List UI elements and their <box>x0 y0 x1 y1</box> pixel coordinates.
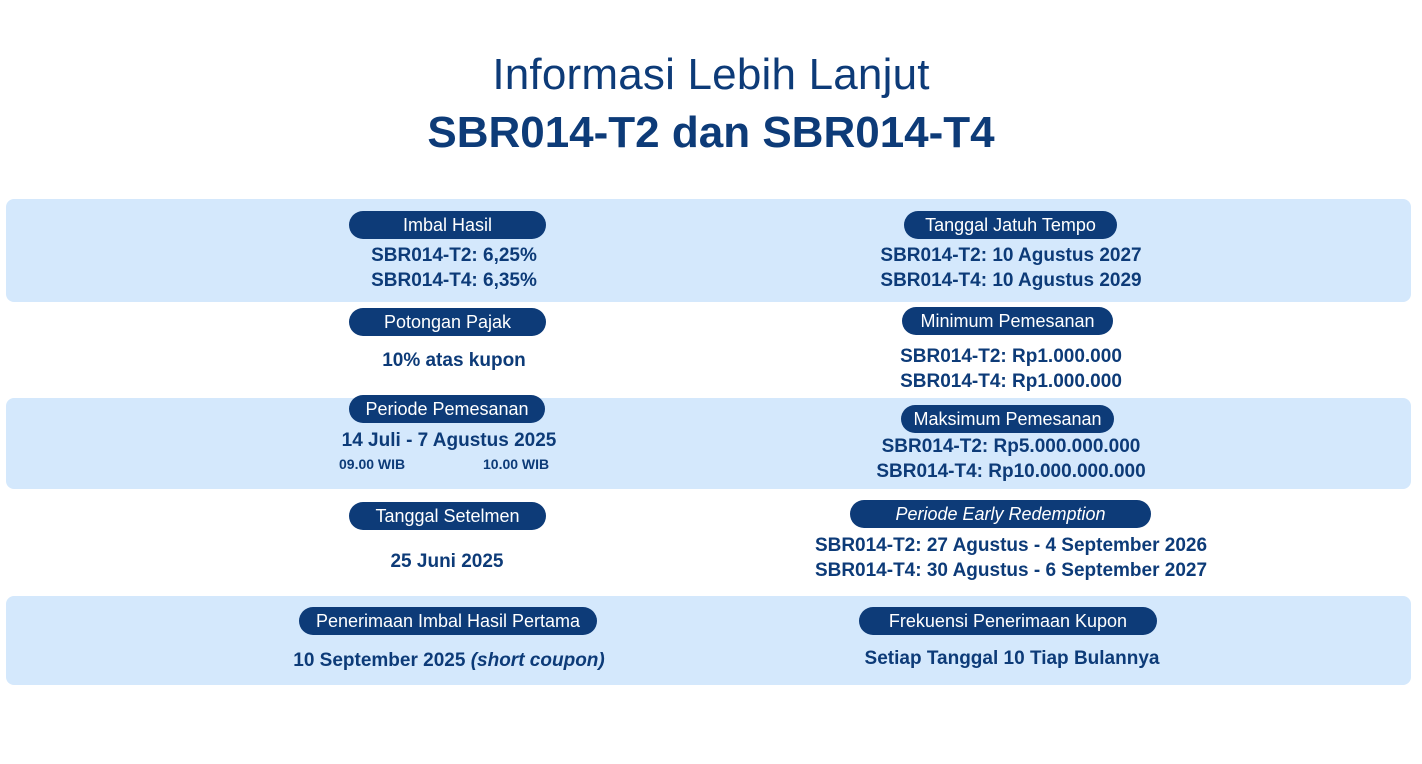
early-redemption-t2: SBR014-T2: 27 Agustus - 4 September 2026 <box>814 535 1208 556</box>
row-band-1 <box>6 199 1411 302</box>
early-redemption-label: Periode Early Redemption <box>850 500 1151 528</box>
page-title: Informasi Lebih Lanjut <box>492 50 930 99</box>
jatuh-tempo-label: Tanggal Jatuh Tempo <box>904 211 1117 239</box>
periode-pemesanan-label: Periode Pemesanan <box>349 395 545 423</box>
row-band-3 <box>6 398 1411 489</box>
periode-pemesanan-value: 14 Juli - 7 Agustus 2025 <box>341 430 557 451</box>
maksimum-pemesanan-t4: SBR014-T4: Rp10.000.000.000 <box>876 461 1146 482</box>
row-band-5 <box>6 596 1411 685</box>
imbal-hasil-pertama-note: (short coupon) <box>470 650 605 671</box>
early-redemption-t4: SBR014-T4: 30 Agustus - 6 September 2027 <box>814 560 1208 581</box>
maksimum-pemesanan-label: Maksimum Pemesanan <box>901 405 1114 433</box>
imbal-hasil-t4: SBR014-T4: 6,35% <box>371 270 537 291</box>
periode-pemesanan-end-time: 10.00 WIB <box>483 456 550 472</box>
tanggal-setelmen-value: 25 Juni 2025 <box>390 551 504 572</box>
minimum-pemesanan-t2: SBR014-T2: Rp1.000.000 <box>900 346 1122 367</box>
frekuensi-kupon-value: Setiap Tanggal 10 Tiap Bulannya <box>864 648 1160 669</box>
imbal-hasil-pertama-date: 10 September 2025 <box>293 650 466 671</box>
potongan-pajak-label: Potongan Pajak <box>349 308 546 336</box>
potongan-pajak-value: 10% atas kupon <box>382 350 526 371</box>
minimum-pemesanan-t4: SBR014-T4: Rp1.000.000 <box>900 371 1122 392</box>
imbal-hasil-pertama-value-row <box>244 648 654 673</box>
jatuh-tempo-t2: SBR014-T2: 10 Agustus 2027 <box>880 245 1142 266</box>
periode-pemesanan-start-time: 09.00 WIB <box>339 456 406 472</box>
imbal-hasil-label: Imbal Hasil <box>349 211 546 239</box>
tanggal-setelmen-label: Tanggal Setelmen <box>349 502 546 530</box>
imbal-hasil-t2: SBR014-T2: 6,25% <box>371 245 537 266</box>
jatuh-tempo-t4: SBR014-T4: 10 Agustus 2029 <box>880 270 1142 291</box>
imbal-hasil-pertama-label: Penerimaan Imbal Hasil Pertama <box>299 607 597 635</box>
frekuensi-kupon-label: Frekuensi Penerimaan Kupon <box>859 607 1157 635</box>
minimum-pemesanan-label: Minimum Pemesanan <box>902 307 1113 335</box>
maksimum-pemesanan-t2: SBR014-T2: Rp5.000.000.000 <box>881 436 1141 457</box>
page-subtitle: SBR014-T2 dan SBR014-T4 <box>427 108 995 157</box>
